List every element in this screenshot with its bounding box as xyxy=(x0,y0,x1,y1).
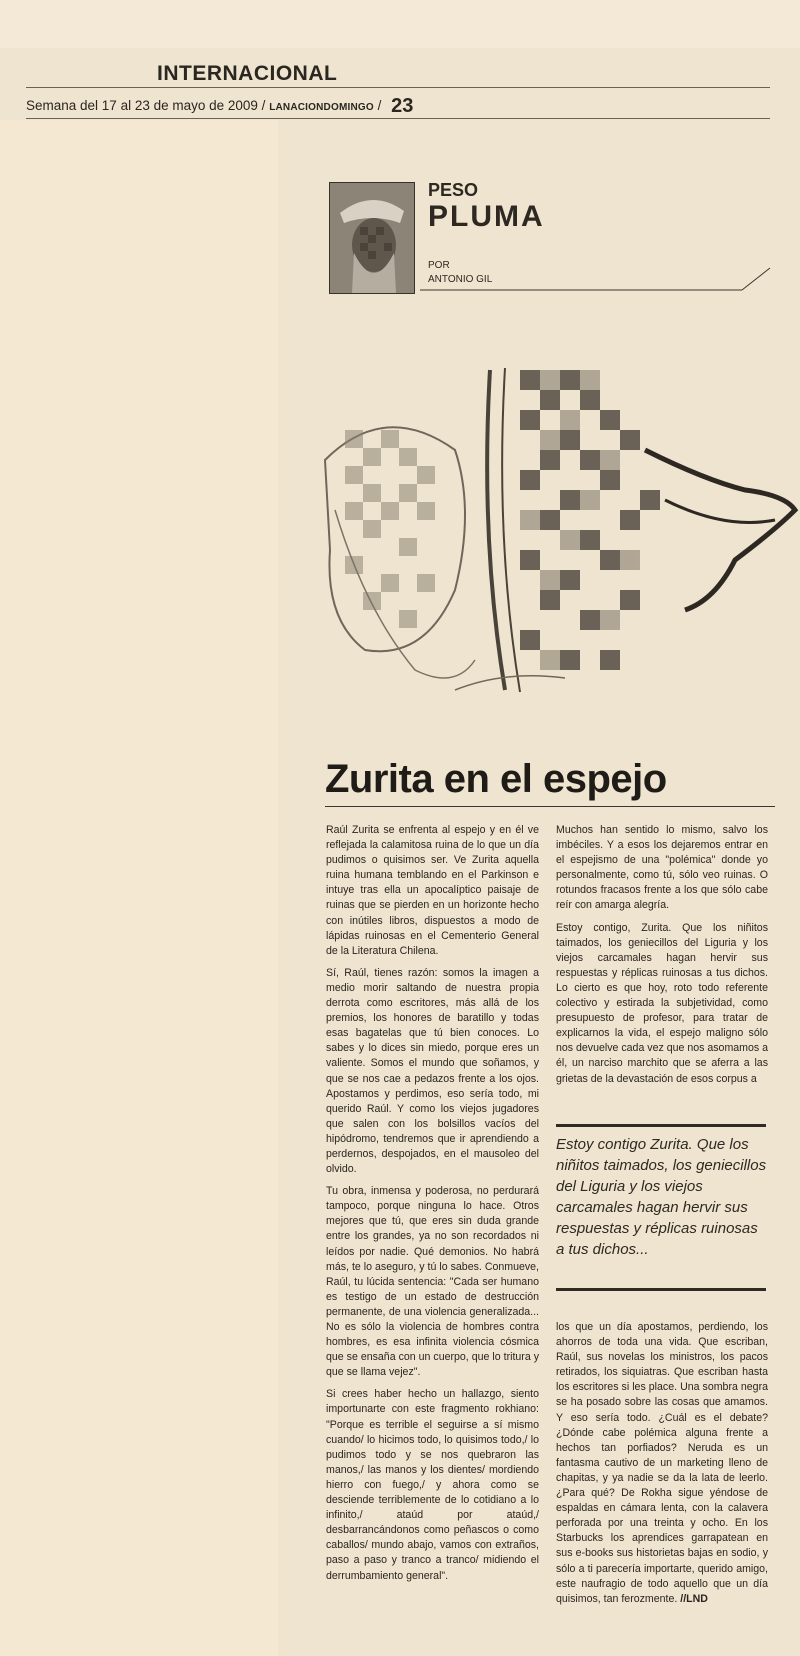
page-number: 23 xyxy=(391,95,414,117)
headline-rule xyxy=(325,806,775,807)
pull-quote-rule-bottom xyxy=(556,1288,766,1291)
paragraph xyxy=(556,1320,768,1607)
article-headline: Zurita en el espejo xyxy=(325,757,667,801)
illustration xyxy=(305,360,800,720)
paragraph: Si crees haber hecho un hallazgo, siento importunarte con este fragmento rokhiano: "Porque es terrible el seguirse a sí mismo cuando/ lo hicimos todo, lo quisimos todo,/ lo pudimos todo y se nos quebraron las manos,/ las manos y los dientes/ mordiendo hierro con fuego,/ y ahora como se desciende terriblemente de lo cotidiano a lo infinito,/ ataúd por ataúd,/ desbarrancándonos como peñascos o como caballos/ mundo abajo, vamos con extraños, paso a paso y tranco a tranco/ midiendo el derrumbamiento general". xyxy=(326,1388,539,1582)
section-title: INTERNACIONAL xyxy=(157,62,338,85)
left-blank-area xyxy=(0,120,278,1656)
folio-rule xyxy=(26,118,770,119)
paragraph: Tu obra, inmensa y poderosa, no perdurará tampoco, porque ninguna lo hace. Otros mejores que tú, que eres sin duda grande entre los grandes, ya no son recordados ni leídos por nadie. Qué demonios. No habrá más, te lo aseguro, y tú lo sabes. Conmueve, Raúl, tu lúcida sentencia: "Cada ser humano es testigo de un estado de destrucción permanente, de una violencia generalizada... No es sólo la violencia de hombres contra hombres, es esa infinita violencia cósmica que se ensaña con un cuerpo, que lo tritura y que se llama vejez". xyxy=(326,1185,539,1379)
pull-quote-rule-top xyxy=(556,1124,766,1127)
column-name-line2: PLUMA xyxy=(428,200,545,233)
article-column-1 xyxy=(326,823,539,1591)
pull-quote: Estoy contigo Zurita. Que los niñitos taimados, los geniecillos del Liguria y los viejos carcamales hagan hervir sus respuestas y réplicas ruinosas a tus dichos... xyxy=(556,1136,767,1258)
signature: //LND xyxy=(680,1592,708,1605)
byline-author: ANTONIO GIL xyxy=(428,274,493,285)
top-margin xyxy=(0,0,800,48)
byline-rule xyxy=(420,265,780,295)
paragraph: Sí, Raúl, tienes razón: somos la imagen a medio morir saltando de nuestra propia derrota como escritores, más allá de los premios, los honores de baratillo y todas esas bagatelas que tú bien conoces. Lo sabes y lo dices sin miedo, porque eres un valiente. Somos el mundo que soñamos, y que se nos cae a pedazos frente a los ojos. Apostamos y perdimos, eso sería todo, mi querido Raúl. Y como los viejos jugadores que salen con los bolsillos vacíos del hipódromo, tendremos que ir aprendiendo a perdernos, despojados, en el mausoleo del olvido. xyxy=(326,966,539,1176)
paragraph: Raúl Zurita se enfrenta al espejo y en él ve reflejada la calamitosa ruina de lo que un día pudimos o quisimos ser. Ve Zurita aquella ruina humana temblando en el Parkinson e intuye tras ella un apocalíptico paisaje de ruinas que se pierden en un horizonte hecho con inútiles libros, dispuestos a modo de lápidas ruinosas en el Cementerio General de la Literatura Chilena. xyxy=(326,824,539,957)
paragraph: Muchos han sentido lo mismo, salvo los imbéciles. Y a esos los dejaremos entrar en el espejismo de una "polémica" donde yo personalmente, como tú, sólo veo ruinas. O rotundos fracasos frente a los que sólo cabe reír con amarga alegría. xyxy=(556,824,768,912)
article-column-3 xyxy=(556,1320,768,1614)
article-column-2 xyxy=(556,823,768,1094)
author-photo xyxy=(329,182,415,294)
paragraph: Estoy contigo, Zurita. Que los niñitos taimados, los geniecillos del Liguria y los viejos carcamales hagan hervir sus respuestas y réplicas ruinosas a tus dichos. Lo cierto es que hoy, roto todo referente colectivo y estirada la subjetividad, como presupuesto de profesor, para tratar de explicarnos la vida, el espejo maligno sólo nos devuelve cada vez que nos asomamos a él, un narciso marchito que se aferra a las grietas de la devastación de esos corpus a xyxy=(556,921,769,1085)
column-name-line1: PESO xyxy=(428,180,479,200)
page-folio: Semana del 17 al 23 de mayo de 2009 / LANACIONDOMINGO / 23 xyxy=(26,95,414,117)
paragraph-text: los que un día apostamos, perdiendo, los ahorros de toda una vida. Que escriban, Raúl, sus novelas los ministros, los pacos retirados, los siquiatras. Que escriban hasta los escritores si les place. Una sombra negra se ha posado sobre las cosas que amamos. Y eso sería todo. ¿Cuál es el debate? ¿Dónde cabe polémica alguna frente a hechos tan porfiados? Neruda es un fantasma cautivo de un marketing lleno de chapitas, y ya nadie se da la lata de leerlo. ¿Para qué? De Rokha sigue yéndose de espaldas en cámara lenta, con la calavera perforada por una treinta y ocho. En los Starbucks los aprendices garrapatean en sus e-books sus historietas bajas en sodio, y sólo a ti parecería importarte, querido amigo, este naufragio de todo aquello que un día quisimos, tan ferozmente. xyxy=(556,1321,768,1605)
newspaper-brand: LANACIONDOMINGO xyxy=(269,102,374,113)
byline-prefix: POR xyxy=(428,260,450,271)
issue-date: Semana del 17 al 23 de mayo de 2009 xyxy=(26,98,258,113)
header-rule xyxy=(26,87,770,88)
